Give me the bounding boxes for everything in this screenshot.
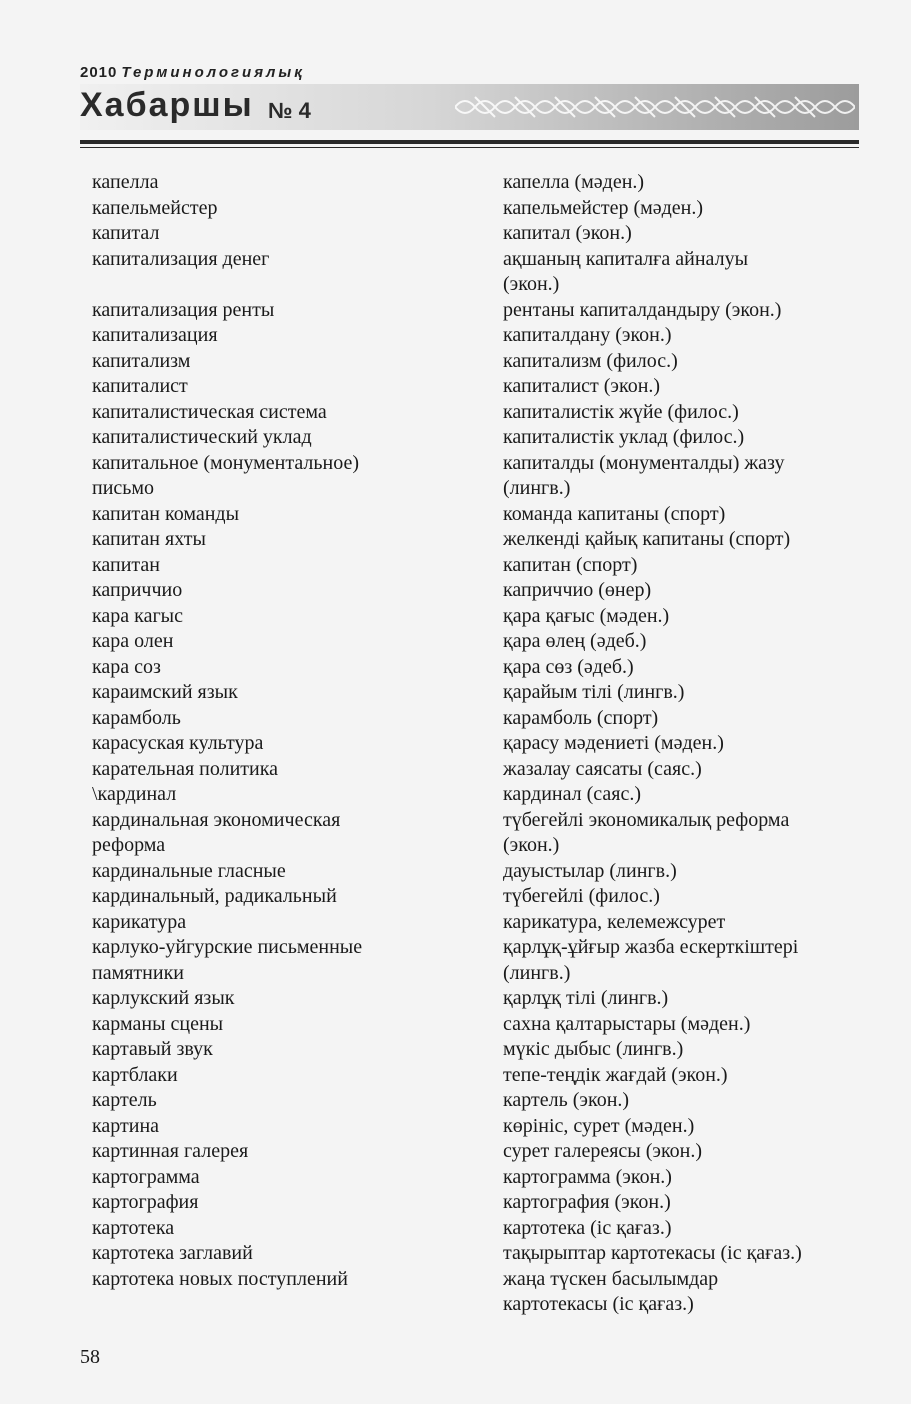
term-kz: сахна қалтарыстары (мәден.)	[503, 1012, 751, 1035]
term-kz: түбегейлі (филос.)	[503, 885, 660, 907]
term-ru: каприччио	[92, 579, 183, 601]
term-ru: карамболь	[92, 706, 181, 729]
term-ru: картограмма	[92, 1165, 200, 1188]
ornament-pattern	[455, 92, 855, 122]
term-kz: қарлұқ-ұйғыр жазба ескерткіштері	[503, 936, 799, 958]
term-kz: капитан (спорт)	[503, 553, 638, 576]
term-kz: (экон.)	[503, 273, 560, 295]
term-kz: капиталистік уклад (филос.)	[503, 426, 745, 448]
term-kz: капиталды (монументалды) жазу	[503, 451, 785, 474]
term-ru: капитализм	[92, 349, 191, 372]
term-ru: капитализация ренты	[92, 298, 275, 321]
header-rule-thin	[80, 147, 859, 148]
header-subtitle: Терминологиялық	[121, 64, 305, 81]
term-kz: тақырыптар картотекасы (іс қағаз.)	[503, 1242, 802, 1264]
term-kz: капиталист (экон.)	[503, 375, 661, 397]
term-ru: карманы сцены	[92, 1012, 224, 1035]
term-kz: кардинал (саяс.)	[503, 783, 642, 805]
term-ru: капитальное (монументальное)	[92, 451, 360, 474]
term-ru: карлукский язык	[92, 987, 235, 1009]
term-ru: картотека новых поступлений	[92, 1267, 348, 1290]
term-kz: капелла (мәден.)	[503, 171, 645, 193]
term-kz: сурет галереясы (экон.)	[503, 1140, 703, 1162]
term-kz: картотека (іс қағаз.)	[503, 1216, 672, 1239]
term-kz: желкенді қайық капитаны (спорт)	[503, 528, 791, 550]
term-ru: карасуская культура	[92, 732, 264, 754]
header-title: Хабаршы	[80, 86, 254, 124]
term-kz: капитал (экон.)	[503, 222, 632, 244]
term-kz: жаңа түскен басылымдар	[503, 1267, 719, 1290]
term-ru: капитализация денег	[92, 247, 270, 270]
term-kz: карикатура, келемежсурет	[503, 910, 726, 933]
term-ru: картель	[92, 1089, 157, 1111]
term-kz: қара қағыс (мәден.)	[503, 604, 670, 627]
term-ru: капиталист	[92, 375, 188, 397]
term-ru: капитан команды	[92, 502, 240, 525]
term-ru: реформа	[92, 834, 166, 856]
term-ru: кара соз	[92, 655, 161, 678]
term-kz: (экон.)	[503, 834, 560, 856]
term-kz: мүкіс дыбыс (лингв.)	[503, 1038, 684, 1060]
term-ru: кара кагыс	[92, 604, 183, 627]
term-ru: капитал	[92, 222, 160, 244]
term-ru: капитан яхты	[92, 528, 206, 550]
term-ru: кара олен	[92, 630, 174, 652]
term-ru: капельмейстер	[92, 196, 218, 219]
term-ru: капитализация	[92, 324, 218, 346]
term-kz: картель (экон.)	[503, 1089, 630, 1111]
term-ru: кардинальные гласные	[92, 859, 286, 882]
term-ru: \кардинал	[92, 783, 177, 805]
header-year: 2010	[80, 64, 118, 81]
term-ru: картотека заглавий	[92, 1242, 253, 1264]
kazakh-terms-column	[503, 170, 863, 1318]
term-ru: картблаки	[92, 1063, 178, 1086]
term-kz: қарлұқ тілі (лингв.)	[503, 987, 669, 1009]
term-kz: картография (экон.)	[503, 1191, 671, 1213]
term-kz: көрініс, сурет (мәден.)	[503, 1114, 695, 1137]
russian-terms-column	[92, 170, 492, 1292]
header-rule-thick	[80, 140, 859, 144]
term-ru: карательная политика	[92, 757, 279, 780]
term-kz: тепе-теңдік жағдай (экон.)	[503, 1063, 728, 1086]
term-ru: капиталистический уклад	[92, 426, 312, 448]
header-year-line	[80, 64, 305, 81]
term-ru: картография	[92, 1191, 199, 1213]
term-kz: капитализм (филос.)	[503, 349, 678, 372]
term-ru	[92, 272, 492, 298]
term-kz: картограмма (экон.)	[503, 1165, 672, 1188]
term-kz: каприччио (өнер)	[503, 579, 652, 601]
term-ru: капитан	[92, 553, 160, 576]
term-kz: ақшаның капиталға айналуы	[503, 247, 748, 270]
term-kz: рентаны капиталдандыру (экон.)	[503, 298, 782, 321]
term-kz: (лингв.)	[503, 477, 571, 499]
term-ru: картавый звук	[92, 1038, 213, 1060]
term-kz: капиталистік жүйе (филос.)	[503, 400, 739, 423]
term-ru: карлуко-уйгурские письменные	[92, 936, 363, 958]
term-ru: картина	[92, 1114, 160, 1137]
term-kz: капельмейстер (мәден.)	[503, 196, 704, 219]
term-ru: караимский язык	[92, 681, 238, 703]
term-kz: картотекасы (іс қағаз.)	[503, 1293, 694, 1315]
term-kz: қарасу мәдениеті (мәден.)	[503, 732, 724, 754]
term-kz: қара өлең (әдеб.)	[503, 630, 647, 652]
term-ru: капелла	[92, 171, 159, 193]
term-ru: картинная галерея	[92, 1140, 249, 1162]
term-ru: карикатура	[92, 910, 187, 933]
term-ru: кардинальный, радикальный	[92, 885, 337, 907]
term-ru: кардинальная экономическая	[92, 808, 341, 831]
term-kz: қарайым тілі (лингв.)	[503, 681, 685, 703]
term-kz: команда капитаны (спорт)	[503, 502, 726, 525]
term-kz: карамболь (спорт)	[503, 706, 659, 729]
term-kz: (лингв.)	[503, 961, 571, 984]
term-ru: картотека	[92, 1216, 175, 1239]
term-ru: памятники	[92, 961, 185, 984]
page-number: 58	[80, 1346, 100, 1368]
term-ru: письмо	[92, 477, 155, 499]
term-kz: қара сөз (әдеб.)	[503, 655, 634, 678]
term-ru: капиталистическая система	[92, 400, 327, 423]
term-kz: дауыстылар (лингв.)	[503, 859, 677, 882]
term-kz: түбегейлі экономикалық реформа	[503, 808, 790, 831]
term-kz: капиталдану (экон.)	[503, 324, 672, 346]
term-kz: жазалау саясаты (саяс.)	[503, 757, 702, 780]
header-issue: № 4	[268, 98, 311, 123]
